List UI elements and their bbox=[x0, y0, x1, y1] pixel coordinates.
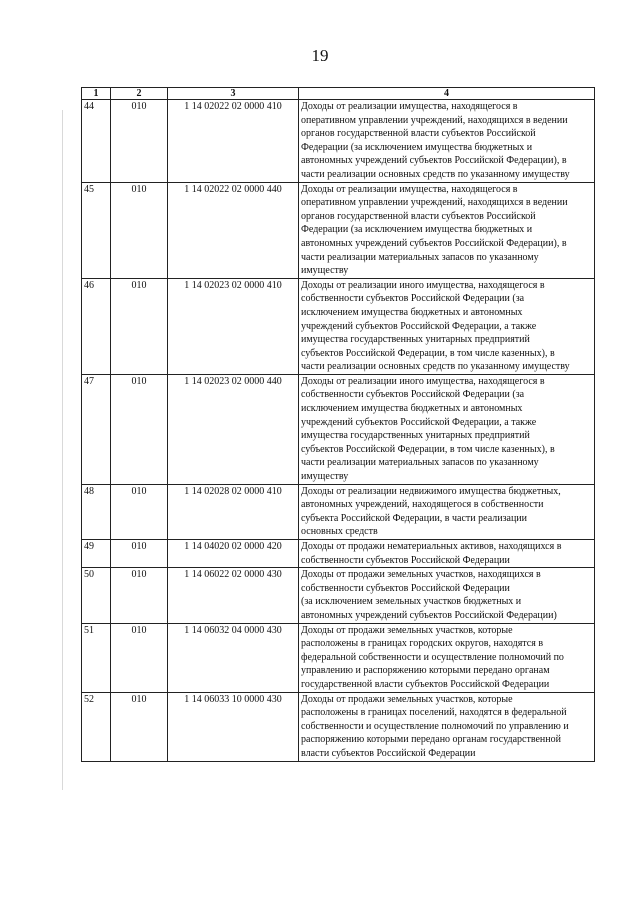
description-line: имуществу bbox=[301, 265, 349, 277]
scan-artifact-line bbox=[62, 110, 63, 790]
header-cell: 4 bbox=[299, 88, 595, 100]
description-line: оперативном управлении учреждений, находящихся в ведении bbox=[301, 114, 568, 126]
header-cell: 1 bbox=[82, 88, 111, 100]
description-line: собственности и осуществление полномочий по управлению и bbox=[301, 720, 569, 732]
description-line: Доходы от реализации иного имущества, находящегося в bbox=[301, 375, 545, 387]
description-line: субъектов Российской Федерации, в том числе казенных), в bbox=[301, 347, 555, 359]
table-row bbox=[82, 484, 595, 539]
header-cell: 2 bbox=[111, 88, 168, 100]
revenue-description bbox=[299, 540, 595, 568]
table-body bbox=[82, 100, 595, 762]
description-line: основных средств bbox=[301, 526, 378, 538]
admin-code: 010 bbox=[111, 623, 168, 692]
table-row bbox=[82, 182, 595, 278]
description-line: исключением имущества бюджетных и автономных bbox=[301, 306, 523, 318]
description-line: Доходы от продажи земельных участков, которые bbox=[301, 624, 513, 636]
row-number: 52 bbox=[82, 692, 111, 761]
description-line: Доходы от реализации недвижимого имущества бюджетных, bbox=[301, 485, 561, 497]
row-number: 46 bbox=[82, 278, 111, 374]
description-line: автономных учреждений субъектов Российской Федерации) bbox=[301, 609, 557, 621]
table-row bbox=[82, 692, 595, 761]
description-line: имущества государственных унитарных предприятий bbox=[301, 334, 530, 346]
revenue-description bbox=[299, 692, 595, 761]
description-line: Федерации (за исключением имущества бюджетных и bbox=[301, 141, 533, 153]
description-line: Федерации (за исключением имущества бюджетных и bbox=[301, 224, 533, 236]
admin-code: 010 bbox=[111, 278, 168, 374]
budget-classification-code: 1 14 04020 02 0000 420 bbox=[168, 540, 299, 568]
admin-code: 010 bbox=[111, 100, 168, 183]
budget-classification-code: 1 14 02022 02 0000 410 bbox=[168, 100, 299, 183]
revenue-description bbox=[299, 623, 595, 692]
admin-code: 010 bbox=[111, 540, 168, 568]
description-line: учреждений субъектов Российской Федерации, а также bbox=[301, 416, 537, 428]
description-line: Доходы от реализации имущества, находящегося в bbox=[301, 183, 518, 195]
table-header-row bbox=[82, 88, 595, 100]
revenue-description bbox=[299, 182, 595, 278]
description-line: Доходы от продажи нематериальных активов, находящихся в bbox=[301, 541, 562, 552]
header-cell: 3 bbox=[168, 88, 299, 100]
description-line: части реализации основных средств по указанному имуществу bbox=[301, 361, 570, 373]
description-line: органов государственной власти субъектов Российской bbox=[301, 128, 536, 140]
admin-code: 010 bbox=[111, 484, 168, 539]
description-line: части реализации материальных запасов по указанному bbox=[301, 251, 539, 263]
row-number: 47 bbox=[82, 374, 111, 484]
description-line: оперативном управлении учреждений, находящихся в ведении bbox=[301, 197, 568, 209]
description-line: имуществу bbox=[301, 471, 349, 483]
admin-code: 010 bbox=[111, 182, 168, 278]
revenue-description bbox=[299, 374, 595, 484]
description-line: автономных учреждений субъектов Российской Федерации), в bbox=[301, 237, 567, 249]
description-line: Доходы от продажи земельных участков, находящихся в bbox=[301, 569, 541, 581]
table-row bbox=[82, 100, 595, 183]
admin-code: 010 bbox=[111, 692, 168, 761]
description-line: (за исключением земельных участков бюджетных и bbox=[301, 596, 522, 608]
description-line: субъектов Российской Федерации, в том числе казенных), в bbox=[301, 443, 555, 455]
table-row bbox=[82, 568, 595, 623]
description-line: расположены в границах поселений, находятся в федеральной bbox=[301, 707, 567, 719]
row-number: 49 bbox=[82, 540, 111, 568]
budget-classification-code: 1 14 06022 02 0000 430 bbox=[168, 568, 299, 623]
budget-classification-code: 1 14 06032 04 0000 430 bbox=[168, 623, 299, 692]
description-line: власти субъектов Российской Федерации bbox=[301, 747, 476, 759]
description-line: федеральной собственности и осуществление полномочий по bbox=[301, 651, 564, 663]
row-number: 45 bbox=[82, 182, 111, 278]
page-number: 19 bbox=[311, 46, 329, 65]
admin-code: 010 bbox=[111, 568, 168, 623]
description-line: части реализации материальных запасов по указанному bbox=[301, 457, 539, 469]
description-line: части реализации основных средств по указанному имуществу bbox=[301, 168, 570, 180]
revenue-description bbox=[299, 568, 595, 623]
budget-classification-code: 1 14 02028 02 0000 410 bbox=[168, 484, 299, 539]
budget-classification-code: 1 14 06033 10 0000 430 bbox=[168, 692, 299, 761]
row-number: 50 bbox=[82, 568, 111, 623]
description-line: распоряжению которыми передано органам государственной bbox=[301, 734, 561, 746]
budget-classification-code: 1 14 02022 02 0000 440 bbox=[168, 182, 299, 278]
description-line: Доходы от продажи земельных участков, которые bbox=[301, 693, 513, 705]
table-row bbox=[82, 278, 595, 374]
row-number: 48 bbox=[82, 484, 111, 539]
revenue-description bbox=[299, 278, 595, 374]
table-row bbox=[82, 540, 595, 568]
description-line: органов государственной власти субъектов Российской bbox=[301, 210, 536, 222]
description-line: автономных учреждений, находящегося в собственности bbox=[301, 499, 544, 511]
budget-classification-code: 1 14 02023 02 0000 410 bbox=[168, 278, 299, 374]
description-line: собственности субъектов Российской Федерации bbox=[301, 582, 510, 594]
description-line: государственной власти субъектов Российской Федерации bbox=[301, 678, 550, 690]
row-number: 51 bbox=[82, 623, 111, 692]
revenue-codes-table bbox=[81, 87, 595, 762]
description-line: расположены в границах городских округов, находятся в bbox=[301, 638, 544, 650]
description-line: собственности субъектов Российской Федерации (за bbox=[301, 389, 525, 401]
description-line: учреждений субъектов Российской Федерации, а также bbox=[301, 320, 537, 332]
description-line: собственности субъектов Российской Федерации bbox=[301, 554, 510, 566]
description-line: автономных учреждений субъектов Российской Федерации), в bbox=[301, 155, 567, 167]
budget-classification-code: 1 14 02023 02 0000 440 bbox=[168, 374, 299, 484]
admin-code: 010 bbox=[111, 374, 168, 484]
revenue-description bbox=[299, 484, 595, 539]
table-row bbox=[82, 623, 595, 692]
description-line: собственности субъектов Российской Федерации (за bbox=[301, 293, 525, 305]
row-number: 44 bbox=[82, 100, 111, 183]
revenue-description bbox=[299, 100, 595, 183]
description-line: управлению и распоряжению которыми передано органам bbox=[301, 665, 550, 677]
description-line: субъекта Российской Федерации, в части реализации bbox=[301, 512, 528, 524]
description-line: Доходы от реализации иного имущества, находящегося в bbox=[301, 279, 545, 291]
description-line: исключением имущества бюджетных и автономных bbox=[301, 403, 523, 415]
description-line: имущества государственных унитарных предприятий bbox=[301, 430, 530, 442]
table-row bbox=[82, 374, 595, 484]
description-line: Доходы от реализации имущества, находящегося в bbox=[301, 101, 518, 112]
